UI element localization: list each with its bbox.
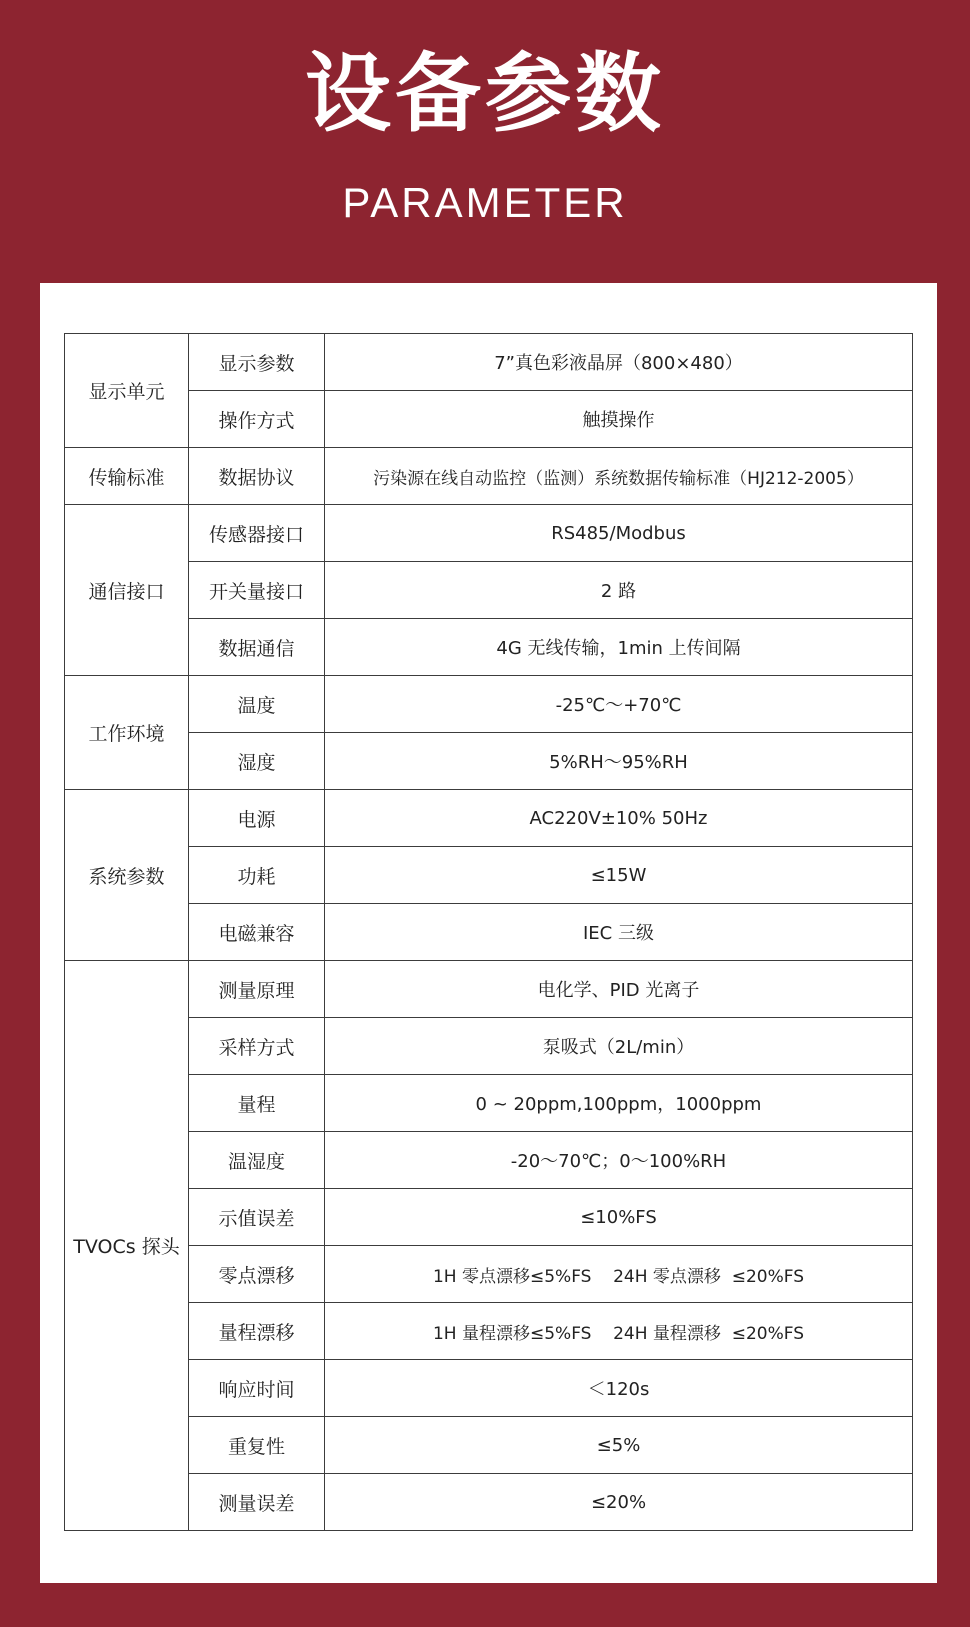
param-name: 电磁兼容 (189, 904, 325, 961)
table-row (65, 1360, 913, 1417)
table-row (65, 676, 913, 733)
group-label: 系统参数 (65, 790, 189, 961)
param-name: 功耗 (189, 847, 325, 904)
group-label: TVOCs 探头 (65, 961, 189, 1531)
param-name: 量程漂移 (189, 1303, 325, 1360)
table-row (65, 1246, 913, 1303)
param-name: 量程 (189, 1075, 325, 1132)
table-row (65, 562, 913, 619)
param-name: 响应时间 (189, 1360, 325, 1417)
group-label: 工作环境 (65, 676, 189, 790)
table-row (65, 448, 913, 505)
param-name: 重复性 (189, 1417, 325, 1474)
parameter-table (64, 333, 913, 1531)
param-name: 示值误差 (189, 1189, 325, 1246)
param-value: 7”真色彩液晶屏（800×480） (325, 334, 913, 391)
table-row (65, 334, 913, 391)
table-row (65, 1474, 913, 1531)
table-row (65, 790, 913, 847)
group-label: 显示单元 (65, 334, 189, 448)
table-row (65, 619, 913, 676)
param-value: 0 ~ 20ppm,100ppm，1000ppm (325, 1075, 913, 1132)
parameter-panel (40, 283, 937, 1583)
param-value: AC220V±10% 50Hz (325, 790, 913, 847)
group-label: 通信接口 (65, 505, 189, 676)
param-value: ＜120s (325, 1360, 913, 1417)
param-name: 数据协议 (189, 448, 325, 505)
param-name: 数据通信 (189, 619, 325, 676)
param-name: 采样方式 (189, 1018, 325, 1075)
param-value: 2 路 (325, 562, 913, 619)
table-row (65, 847, 913, 904)
param-value: 污染源在线自动监控（监测）系统数据传输标准（HJ212-2005） (325, 448, 913, 505)
page-subtitle: PARAMETER (342, 179, 628, 226)
param-name: 传感器接口 (189, 505, 325, 562)
param-name: 电源 (189, 790, 325, 847)
table-row (65, 733, 913, 790)
table-row (65, 505, 913, 562)
table-row (65, 1303, 913, 1360)
param-name: 显示参数 (189, 334, 325, 391)
table-row (65, 904, 913, 961)
param-value: ≤10%FS (325, 1189, 913, 1246)
param-value: RS485/Modbus (325, 505, 913, 562)
table-row (65, 1018, 913, 1075)
param-value: 4G 无线传输，1min 上传间隔 (325, 619, 913, 676)
param-value: 1H 量程漂移≤5%FS 24H 量程漂移 ≤20%FS (325, 1303, 913, 1360)
param-name: 操作方式 (189, 391, 325, 448)
param-name: 测量原理 (189, 961, 325, 1018)
param-value: 电化学、PID 光离子 (325, 961, 913, 1018)
param-value: IEC 三级 (325, 904, 913, 961)
param-value: 触摸操作 (325, 391, 913, 448)
param-name: 湿度 (189, 733, 325, 790)
param-value: ≤20% (325, 1474, 913, 1531)
page-title: 设备参数 (305, 44, 665, 144)
param-name: 开关量接口 (189, 562, 325, 619)
table-row (65, 1132, 913, 1189)
table-row (65, 391, 913, 448)
param-value: ≤5% (325, 1417, 913, 1474)
param-value: 1H 零点漂移≤5%FS 24H 零点漂移 ≤20%FS (325, 1246, 913, 1303)
table-row (65, 1417, 913, 1474)
param-value: 5%RH～95%RH (325, 733, 913, 790)
param-name: 测量误差 (189, 1474, 325, 1531)
param-name: 温湿度 (189, 1132, 325, 1189)
param-value: 泵吸式（2L/min） (325, 1018, 913, 1075)
param-value: -20～70℃；0～100%RH (325, 1132, 913, 1189)
table-row (65, 1189, 913, 1246)
group-label: 传输标准 (65, 448, 189, 505)
param-value: -25℃～+70℃ (325, 676, 913, 733)
param-name: 零点漂移 (189, 1246, 325, 1303)
table-row (65, 961, 913, 1018)
param-name: 温度 (189, 676, 325, 733)
table-row (65, 1075, 913, 1132)
param-value: ≤15W (325, 847, 913, 904)
